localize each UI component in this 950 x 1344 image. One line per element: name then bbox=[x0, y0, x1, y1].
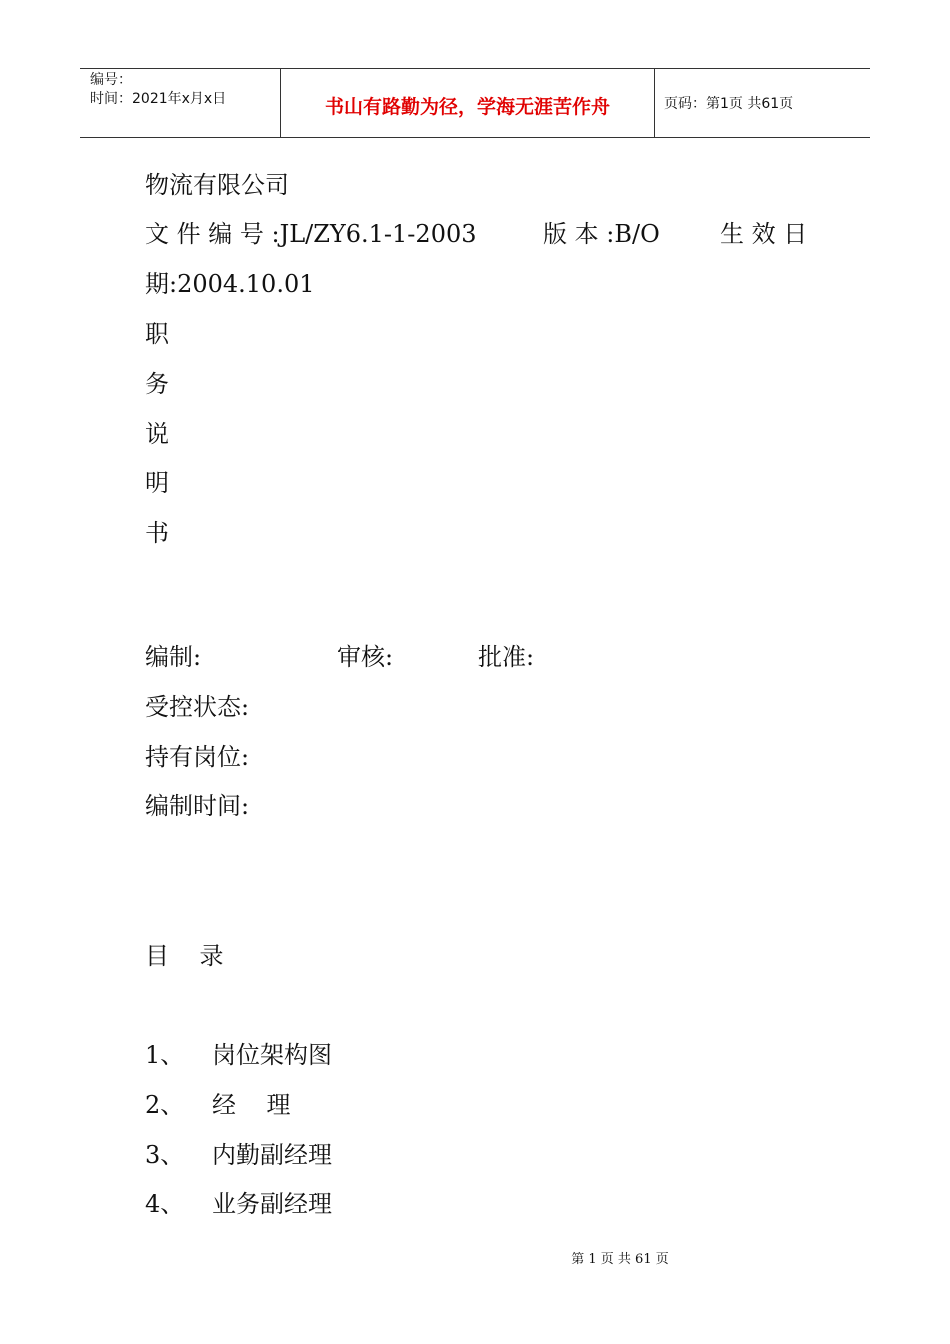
header-middle-cell bbox=[280, 69, 655, 137]
header-time-label: 时间：2021年x月x日 bbox=[90, 91, 227, 107]
file-number: 文 件 编 号 :JL/ZY6.1-1-2003 bbox=[145, 220, 477, 248]
title-char: 职 bbox=[145, 320, 169, 348]
toc-item-number: 4、 bbox=[145, 1190, 185, 1218]
company-name: 物流有限公司 bbox=[145, 171, 289, 199]
prepared-by-label: 编制: bbox=[145, 643, 202, 671]
title-char: 说 bbox=[145, 420, 169, 448]
toc-item-number: 3、 bbox=[145, 1141, 185, 1169]
approved-by-label: 批准: bbox=[478, 643, 535, 671]
toc-item-number: 2、 bbox=[145, 1091, 185, 1119]
effective-date-label: 生 效 日 bbox=[720, 220, 808, 248]
title-char: 书 bbox=[145, 519, 169, 547]
prepared-time-label: 编制时间: bbox=[145, 792, 250, 820]
toc-item-text: 内勤副经理 bbox=[212, 1141, 332, 1169]
version: 版 本 :B/O bbox=[543, 220, 660, 248]
toc-item-text: 岗位架构图 bbox=[212, 1041, 332, 1069]
reviewed-by-label: 审核: bbox=[337, 643, 394, 671]
header-right-cell bbox=[654, 69, 870, 137]
header-left-cell bbox=[80, 69, 280, 137]
controlled-status-label: 受控状态: bbox=[145, 693, 250, 721]
toc-heading: 目 录 bbox=[145, 942, 224, 970]
toc-item-text: 经 理 bbox=[212, 1091, 291, 1119]
title-char: 务 bbox=[145, 370, 169, 398]
effective-date-value: 期:2004.10.01 bbox=[145, 270, 315, 298]
holding-position-label: 持有岗位: bbox=[145, 743, 250, 771]
title-char: 明 bbox=[145, 469, 169, 497]
header-number-label: 编号： bbox=[90, 72, 132, 88]
toc-item-number: 1、 bbox=[145, 1041, 185, 1069]
header-motto: 书山有路勤为径，学海无涯苦作舟 bbox=[324, 96, 610, 118]
header-page-info: 页码：第1页 共61页 bbox=[664, 96, 794, 112]
page-footer: 第 1 页 共 61 页 bbox=[571, 1252, 669, 1267]
page-header bbox=[80, 68, 870, 138]
toc-item-text: 业务副经理 bbox=[212, 1190, 332, 1218]
